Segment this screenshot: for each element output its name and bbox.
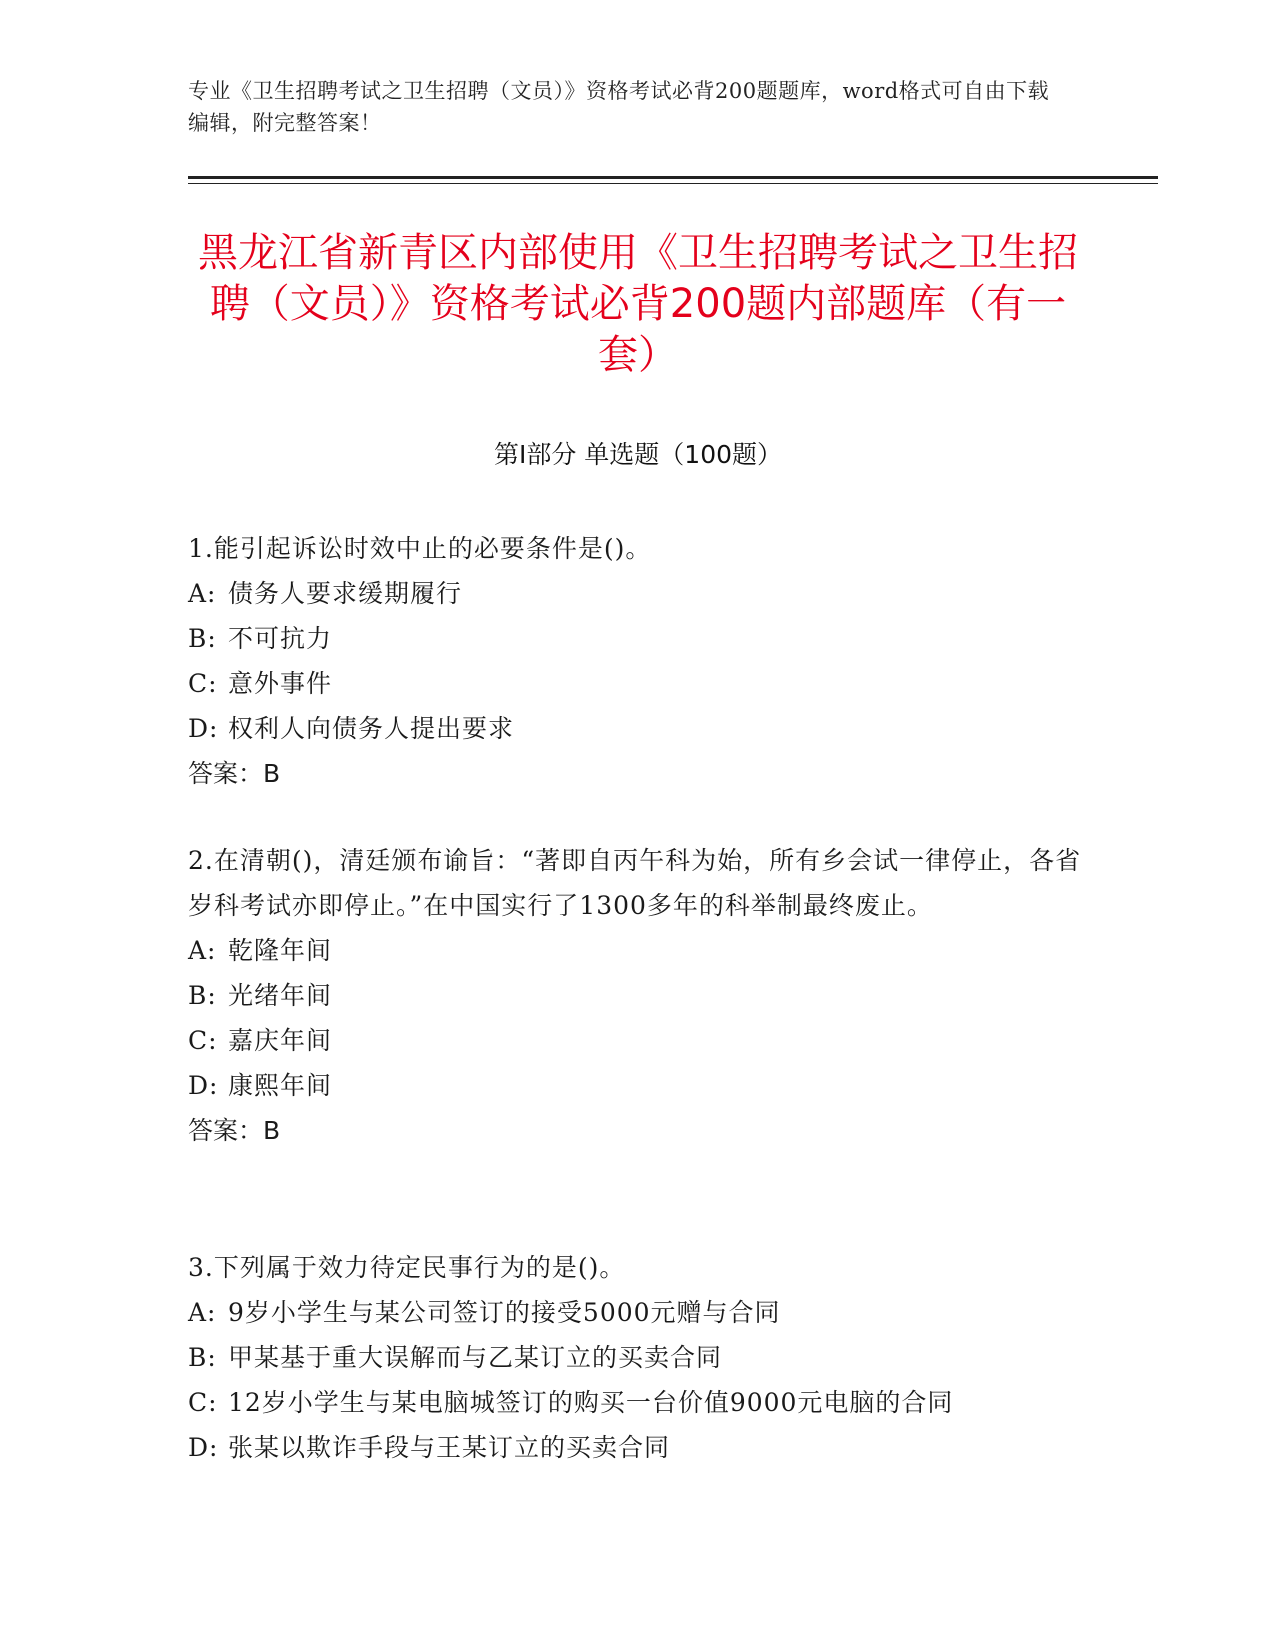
option-text: 债务人要求缓期履行 [228, 579, 463, 608]
question-stem: 1.能引起诉讼时效中止的必要条件是()。 [188, 534, 652, 563]
option-text: 嘉庆年间 [228, 1026, 333, 1055]
option-text: 权利人向债务人提出要求 [228, 714, 515, 743]
option-text: 9岁小学生与某公司签订的接受5000元赠与合同 [228, 1298, 781, 1327]
option-text: 12岁小学生与某电脑城签订的购买一台价值9000元电脑的合同 [228, 1388, 954, 1417]
option-a [188, 928, 1088, 973]
section-title: 第I部分 单选题（100题） [493, 440, 783, 469]
option-letter: D: [188, 1433, 219, 1462]
option-text: 张某以欺诈手段与王某订立的买卖合同 [228, 1433, 671, 1462]
option-letter: B: [188, 981, 217, 1010]
option-b [188, 973, 1088, 1018]
document-title: 黑龙江省新青区内部使用《卫生招聘考试之卫生招聘（文员）》资格考试必背200题内部题库（有一套） [198, 230, 1078, 378]
option-letter: B: [188, 1343, 217, 1372]
option-letter: A: [188, 936, 217, 965]
option-letter: C: [188, 669, 218, 698]
option-letter: C: [188, 1388, 218, 1417]
option-c [188, 1380, 1088, 1425]
option-letter: A: [188, 579, 217, 608]
option-text: 意外事件 [228, 669, 333, 698]
answer: 答案：B [188, 1116, 281, 1145]
option-letter: D: [188, 1071, 219, 1100]
option-c [188, 1018, 1088, 1063]
option-d [188, 1063, 1088, 1108]
option-a [188, 1290, 1088, 1335]
header-divider-thin [188, 183, 1158, 184]
question-2 [188, 838, 1088, 1153]
option-letter: B: [188, 624, 217, 653]
option-c [188, 661, 1088, 706]
option-text: 光绪年间 [228, 981, 333, 1010]
option-b [188, 616, 1088, 661]
option-a [188, 571, 1088, 616]
option-letter: A: [188, 1298, 217, 1327]
option-text: 不可抗力 [228, 624, 333, 653]
option-text: 甲某基于重大误解而与乙某订立的买卖合同 [228, 1343, 723, 1372]
header-divider-thick [188, 176, 1158, 179]
question-3 [188, 1245, 1088, 1470]
option-d [188, 1425, 1088, 1470]
option-text: 乾隆年间 [228, 936, 333, 965]
answer: 答案：B [188, 759, 281, 788]
option-letter: C: [188, 1026, 218, 1055]
option-b [188, 1335, 1088, 1380]
header-note: 专业《卫生招聘考试之卫生招聘（文员）》资格考试必背200题题库，word格式可自由下载编辑，附完整答案！ [188, 79, 1050, 135]
option-letter: D: [188, 714, 219, 743]
option-text: 康熙年间 [228, 1071, 333, 1100]
question-stem: 3.下列属于效力待定民事行为的是()。 [188, 1253, 626, 1282]
option-d [188, 706, 1088, 751]
question-stem: 2.在清朝()，清廷颁布谕旨：“著即自丙午科为始，所有乡会试一律停止，各省岁科考试亦即停止。”在中国实行了1300多年的科举制最终废止。 [188, 846, 1082, 920]
question-1 [188, 526, 1088, 796]
